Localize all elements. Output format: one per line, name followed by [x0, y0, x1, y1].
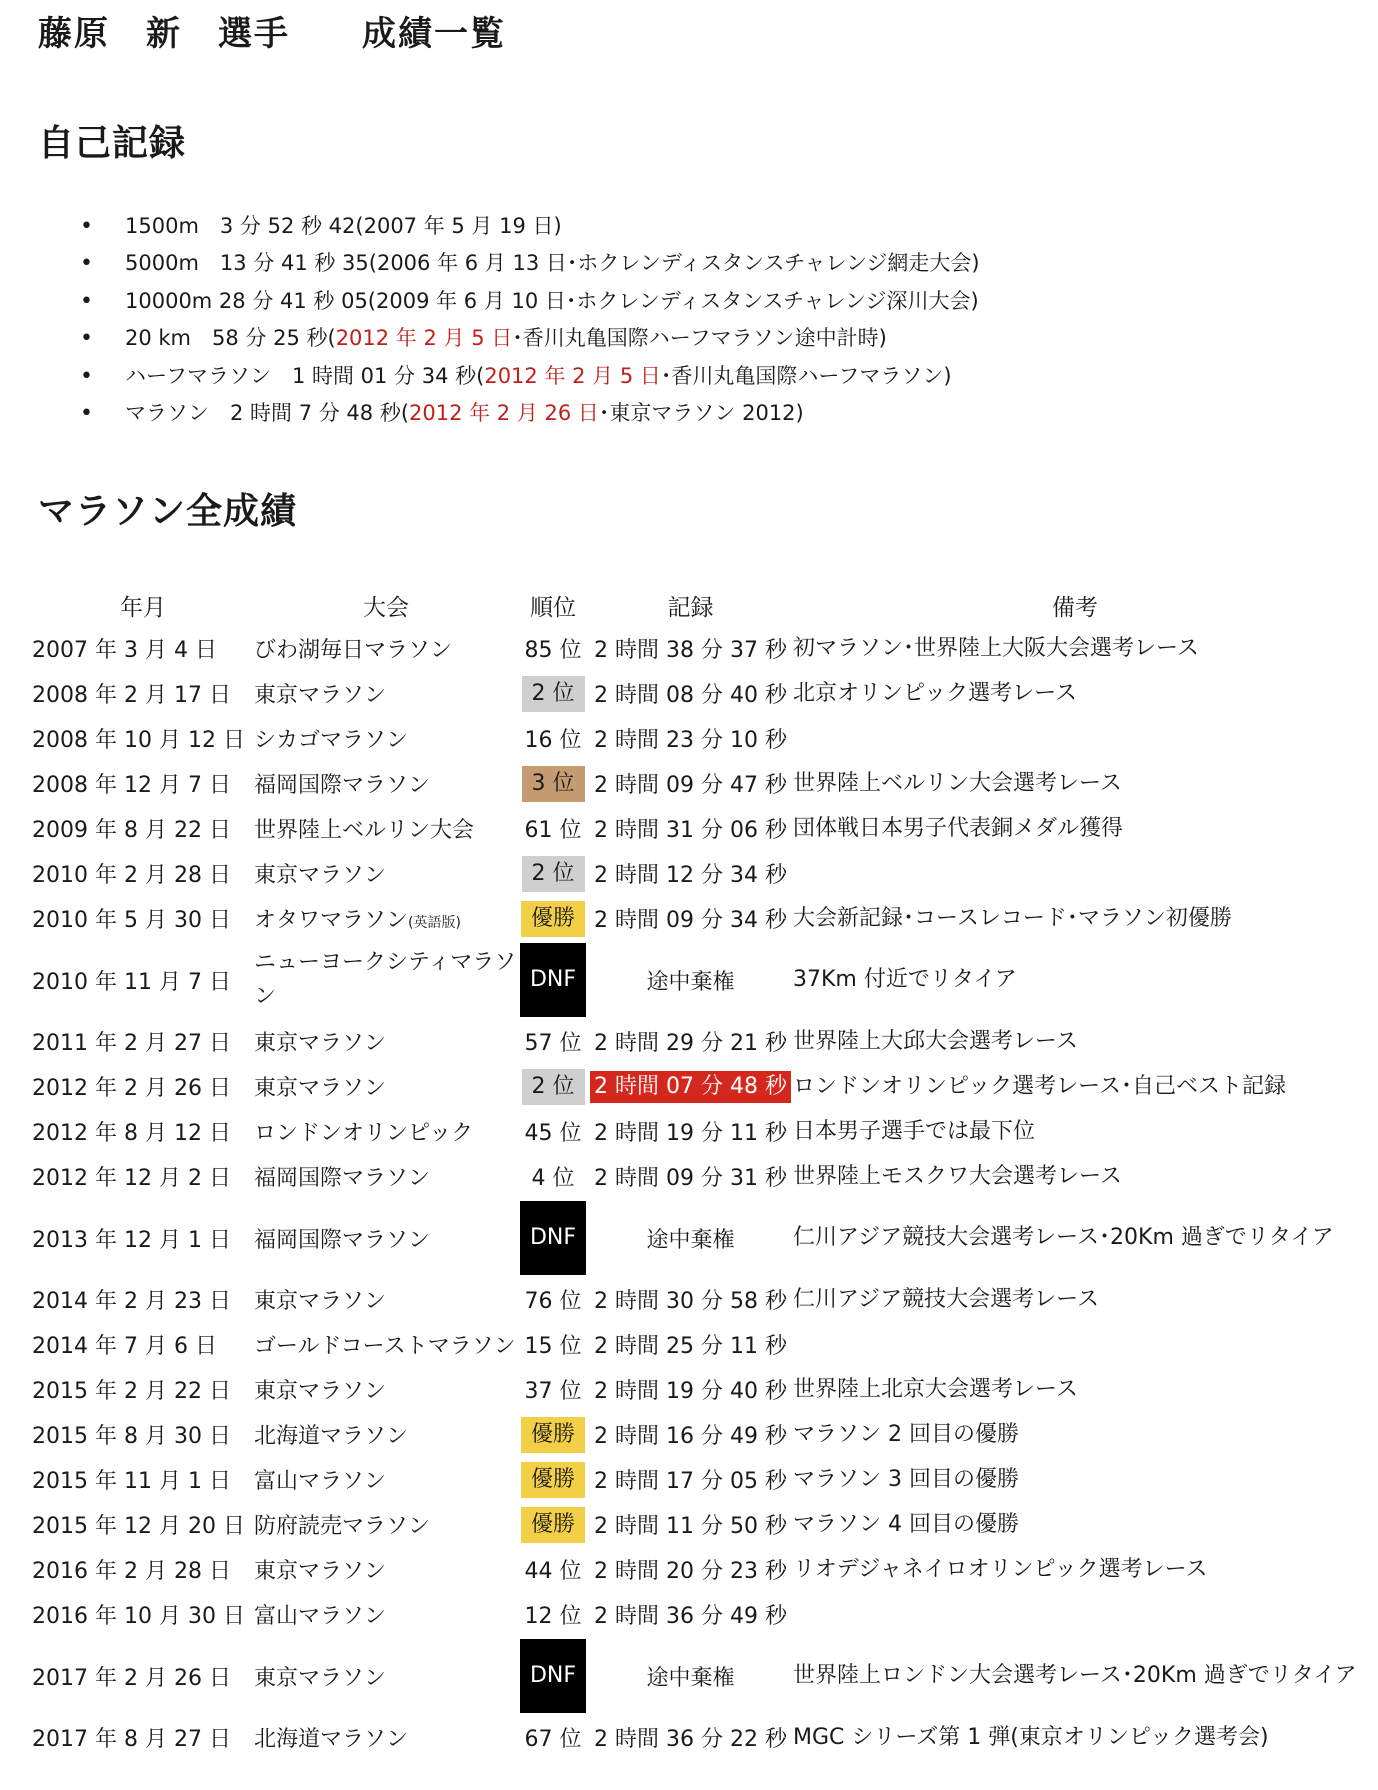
record-date-highlight: 2012 年 2 月 26 日	[409, 400, 599, 425]
cell-race: 東京マラソン	[254, 863, 387, 888]
cell-note: 世界陸上北京大会選考レース	[793, 1376, 1078, 1402]
time-value: 2 時間 30 分 58 秒	[594, 1289, 787, 1314]
place-badge: 優勝	[521, 901, 585, 937]
place-badge: 優勝	[521, 1462, 585, 1498]
dnf-badge: DNF	[520, 1639, 586, 1713]
cell-race: びわ湖毎日マラソン	[254, 638, 453, 663]
cell-note: 仁川アジア競技大会選考レース	[793, 1286, 1100, 1312]
time-value: 2 時間 36 分 49 秒	[594, 1604, 787, 1629]
cell-race: 世界陸上ベルリン大会	[254, 818, 475, 843]
cell-date: 2007 年 3 月 4 日	[32, 638, 217, 663]
cell-note	[793, 1322, 1357, 1367]
cell-race: 北海道マラソン	[254, 1727, 409, 1752]
place-badge: 2 位	[522, 1069, 585, 1105]
place-badge: 2 位	[522, 856, 585, 892]
cell-race: シカゴマラソン	[254, 728, 409, 753]
record-item	[80, 395, 1300, 432]
table-row	[32, 896, 1357, 941]
cell-time	[588, 1322, 793, 1367]
time-value: 2 時間 11 分 50 秒	[594, 1514, 787, 1539]
cell-place	[518, 1154, 588, 1199]
cell-note: マラソン 2 回目の優勝	[793, 1421, 1019, 1447]
header-time: 記録	[667, 594, 714, 621]
table-row	[32, 671, 1357, 716]
cell-note: 初マラソン･世界陸上大阪大会選考レース	[793, 635, 1199, 661]
cell-race: 福岡国際マラソン	[254, 1227, 431, 1253]
race-note: (英語版)	[408, 915, 461, 931]
header-place: 順位	[530, 594, 576, 621]
header-date: 年月	[120, 594, 166, 621]
cell-place	[518, 1019, 588, 1064]
personal-records-list	[80, 208, 1300, 432]
cell-race: ロンドンオリンピック	[254, 1121, 474, 1146]
header-note: 備考	[1051, 594, 1098, 621]
time-value: 2 時間 25 分 11 秒	[594, 1334, 787, 1359]
cell-note: 世界陸上大邱大会選考レース	[793, 1028, 1078, 1054]
place-badge: 44 位	[524, 1559, 582, 1584]
page-title: 藤原 新 選手 成績一覧	[38, 14, 506, 54]
cell-race: 北海道マラソン	[254, 1424, 409, 1449]
table-row	[32, 1367, 1357, 1412]
table-row	[32, 851, 1357, 896]
time-value: 2 時間 20 分 23 秒	[594, 1559, 787, 1584]
cell-place	[518, 1502, 588, 1547]
cell-note: 仁川アジア競技大会選考レース･20Km 過ぎでリタイア	[793, 1225, 1334, 1250]
cell-date: 2011 年 2 月 27 日	[32, 1031, 231, 1056]
header-race: 大会	[363, 594, 409, 621]
cell-time	[588, 1199, 793, 1277]
cell-date: 2016 年 2 月 28 日	[32, 1559, 231, 1584]
cell-race: 東京マラソン	[254, 1031, 387, 1056]
cell-place	[518, 1199, 588, 1277]
cell-note: 世界陸上ベルリン大会選考レース	[793, 770, 1122, 796]
marathon-results-table	[32, 584, 1357, 1760]
record-text: 1500m 3 分 52 秒 42(2007 年 5 月 19 日)	[125, 214, 562, 238]
cell-place	[518, 1637, 588, 1715]
time-value: 2 時間 38 分 37 秒	[594, 638, 787, 663]
cell-date: 2012 年 12 月 2 日	[32, 1166, 231, 1191]
cell-race: 富山マラソン	[254, 1604, 387, 1629]
cell-note	[793, 1592, 1357, 1637]
cell-place	[518, 1547, 588, 1592]
cell-date: 2012 年 2 月 26 日	[32, 1076, 231, 1101]
cell-place	[518, 1412, 588, 1457]
cell-place	[518, 626, 588, 671]
table-row	[32, 941, 1357, 1019]
cell-race: 東京マラソン	[254, 683, 387, 708]
record-item	[80, 358, 1300, 395]
cell-time	[588, 1547, 793, 1592]
table-row	[32, 1277, 1357, 1322]
record-text-after: ･東京マラソン 2012)	[598, 400, 804, 425]
time-value: 2 時間 19 分 40 秒	[594, 1379, 787, 1404]
record-text: マラソン 2 時間 7 分 48 秒(	[125, 400, 410, 425]
cell-date: 2014 年 2 月 23 日	[32, 1289, 231, 1314]
record-text: 20 km 58 分 25 秒(	[125, 326, 336, 351]
place-badge: 76 位	[524, 1289, 582, 1314]
cell-time	[588, 1019, 793, 1064]
table-row	[32, 1109, 1357, 1154]
cell-time	[588, 1715, 793, 1760]
place-badge: 15 位	[524, 1334, 582, 1359]
cell-date: 2008 年 10 月 12 日	[32, 728, 245, 753]
place-badge: 57 位	[524, 1031, 582, 1056]
cell-race: 東京マラソン	[254, 1559, 387, 1584]
cell-place	[518, 851, 588, 896]
record-text: 5000m 13 分 41 秒 35(2006 年 6 月 13 日･ホクレンディスタンスチャレンジ網走大会)	[125, 251, 980, 276]
table-row	[32, 1199, 1357, 1277]
dnf-badge: DNF	[520, 943, 586, 1017]
dnf-badge: DNF	[520, 1201, 586, 1275]
cell-note	[793, 716, 1357, 761]
time-value: 2 時間 09 分 47 秒	[594, 773, 787, 798]
cell-place	[518, 671, 588, 716]
cell-race: 福岡国際マラソン	[254, 1166, 431, 1191]
cell-time	[588, 626, 793, 671]
table-row	[32, 1547, 1357, 1592]
cell-note	[793, 851, 1357, 896]
results-body	[32, 626, 1357, 1760]
table-row	[32, 1457, 1357, 1502]
cell-date: 2017 年 2 月 26 日	[32, 1665, 231, 1691]
cell-race: ニューヨークシティマラソン	[254, 950, 517, 1009]
race-name: オタワマラソン	[254, 908, 409, 933]
time-value: 2 時間 12 分 34 秒	[594, 863, 787, 888]
time-value: 途中棄権	[646, 1665, 735, 1691]
cell-note: 世界陸上モスクワ大会選考レース	[793, 1163, 1122, 1189]
place-badge: 12 位	[524, 1604, 582, 1629]
cell-date: 2015 年 8 月 30 日	[32, 1424, 231, 1449]
cell-note: 団体戦日本男子代表銅メダル獲得	[793, 815, 1124, 841]
cell-date: 2010 年 5 月 30 日	[32, 908, 231, 933]
cell-note: マラソン 4 回目の優勝	[793, 1511, 1019, 1537]
cell-place	[518, 1592, 588, 1637]
table-row	[32, 1412, 1357, 1457]
cell-note: リオデジャネイロオリンピック選考レース	[793, 1556, 1208, 1582]
place-badge: 85 位	[524, 638, 582, 663]
record-item	[80, 320, 1300, 357]
place-badge: 45 位	[524, 1121, 582, 1146]
cell-time	[588, 941, 793, 1019]
cell-date: 2008 年 2 月 17 日	[32, 683, 231, 708]
cell-race: 防府読売マラソン	[254, 1514, 431, 1539]
place-badge: 優勝	[521, 1507, 585, 1543]
cell-note: 北京オリンピック選考レース	[793, 680, 1078, 706]
cell-note: MGC シリーズ第 1 弾(東京オリンピック選考会)	[793, 1724, 1269, 1750]
cell-race: 東京マラソン	[254, 1665, 387, 1691]
table-row	[32, 1592, 1357, 1637]
results-heading: マラソン全成績	[38, 491, 298, 532]
cell-date: 2016 年 10 月 30 日	[32, 1604, 245, 1629]
cell-place	[518, 1322, 588, 1367]
cell-time	[588, 1412, 793, 1457]
cell-date: 2015 年 2 月 22 日	[32, 1379, 231, 1404]
table-row	[32, 1019, 1357, 1064]
cell-date: 2010 年 2 月 28 日	[32, 863, 231, 888]
place-badge: 67 位	[524, 1727, 582, 1752]
cell-note: 世界陸上ロンドン大会選考レース･20Km 過ぎでリタイア	[793, 1663, 1357, 1688]
cell-place	[518, 1457, 588, 1502]
cell-place	[518, 1064, 588, 1109]
record-item	[80, 283, 1300, 320]
place-badge: 37 位	[524, 1379, 582, 1404]
cell-place	[518, 806, 588, 851]
record-item	[80, 208, 1300, 245]
time-value: 2 時間 08 分 40 秒	[594, 683, 787, 708]
record-text: 10000m 28 分 41 秒 05(2009 年 6 月 10 日･ホクレンディスタンスチャレンジ深川大会)	[125, 288, 979, 313]
table-header-row	[32, 584, 1357, 626]
time-value: 2 時間 09 分 34 秒	[594, 908, 787, 933]
time-value: 2 時間 09 分 31 秒	[594, 1166, 787, 1191]
cell-time	[588, 1367, 793, 1412]
cell-place	[518, 716, 588, 761]
cell-note: 37Km 付近でリタイア	[793, 967, 1017, 992]
table-row	[32, 1154, 1357, 1199]
cell-place	[518, 1277, 588, 1322]
table-row	[32, 761, 1357, 806]
cell-note: マラソン 3 回目の優勝	[793, 1466, 1019, 1492]
cell-place	[518, 1367, 588, 1412]
cell-place	[518, 1715, 588, 1760]
cell-race: ゴールドコーストマラソン	[254, 1334, 516, 1359]
table-row	[32, 1064, 1357, 1109]
table-row	[32, 1502, 1357, 1547]
cell-time	[588, 671, 793, 716]
time-value: 2 時間 19 分 11 秒	[594, 1121, 787, 1146]
cell-time	[588, 1277, 793, 1322]
cell-date: 2015 年 12 月 20 日	[32, 1514, 245, 1539]
record-date-highlight: 2012 年 2 月 5 日	[484, 363, 661, 388]
cell-race	[254, 896, 518, 941]
table-row	[32, 1715, 1357, 1760]
cell-place	[518, 941, 588, 1019]
cell-note: 大会新記録･コースレコード･マラソン初優勝	[793, 905, 1232, 931]
record-text-after: ･香川丸亀国際ハーフマラソン途中計時)	[512, 326, 887, 351]
place-badge: 4 位	[531, 1166, 575, 1191]
cell-date: 2010 年 11 月 7 日	[32, 969, 231, 995]
cell-date: 2015 年 11 月 1 日	[32, 1469, 231, 1494]
cell-note: ロンドンオリンピック選考レース･自己ベスト記録	[793, 1073, 1287, 1099]
cell-date: 2014 年 7 月 6 日	[32, 1334, 217, 1359]
cell-time	[588, 1637, 793, 1715]
time-value: 途中棄権	[646, 969, 735, 995]
place-badge: 61 位	[524, 818, 582, 843]
time-value: 2 時間 29 分 21 秒	[594, 1031, 787, 1056]
cell-time	[588, 806, 793, 851]
cell-date: 2017 年 8 月 27 日	[32, 1727, 231, 1752]
time-value: 2 時間 16 分 49 秒	[594, 1424, 787, 1449]
cell-time	[588, 1154, 793, 1199]
cell-place	[518, 761, 588, 806]
cell-time	[588, 1502, 793, 1547]
cell-time	[588, 1109, 793, 1154]
cell-time	[588, 1064, 793, 1109]
place-badge: 16 位	[524, 728, 582, 753]
cell-note: 日本男子選手では最下位	[793, 1118, 1036, 1144]
table-row	[32, 716, 1357, 761]
cell-race: 富山マラソン	[254, 1469, 387, 1494]
cell-date: 2013 年 12 月 1 日	[32, 1227, 231, 1253]
cell-time	[588, 851, 793, 896]
record-text-after: ･香川丸亀国際ハーフマラソン)	[660, 363, 952, 388]
cell-time	[588, 896, 793, 941]
cell-race: 福岡国際マラソン	[254, 773, 431, 798]
table-row	[32, 1637, 1357, 1715]
table-row	[32, 1322, 1357, 1367]
cell-time	[588, 1592, 793, 1637]
cell-time	[588, 716, 793, 761]
record-date-highlight: 2012 年 2 月 5 日	[335, 326, 513, 351]
records-heading: 自己記録	[38, 123, 187, 164]
time-value: 2 時間 23 分 10 秒	[594, 728, 787, 753]
place-badge: 優勝	[521, 1417, 585, 1453]
cell-race: 東京マラソン	[254, 1289, 387, 1314]
table-row	[32, 626, 1357, 671]
place-badge: 2 位	[522, 676, 585, 712]
cell-date: 2012 年 8 月 12 日	[32, 1121, 231, 1146]
cell-race: 東京マラソン	[254, 1379, 387, 1404]
cell-date: 2009 年 8 月 22 日	[32, 818, 231, 843]
time-value: 2 時間 31 分 06 秒	[594, 818, 787, 843]
record-text: ハーフマラソン 1 時間 01 分 34 秒(	[125, 363, 485, 388]
cell-time	[588, 761, 793, 806]
cell-date: 2008 年 12 月 7 日	[32, 773, 231, 798]
cell-race: 東京マラソン	[254, 1076, 387, 1101]
cell-time	[588, 1457, 793, 1502]
cell-place	[518, 896, 588, 941]
place-badge: 3 位	[522, 766, 585, 802]
table-row	[32, 806, 1357, 851]
time-value: 2 時間 36 分 22 秒	[594, 1727, 787, 1752]
cell-place	[518, 1109, 588, 1154]
record-item	[80, 245, 1300, 282]
time-value: 2 時間 07 分 48 秒	[590, 1071, 791, 1103]
time-value: 途中棄権	[646, 1227, 735, 1253]
time-value: 2 時間 17 分 05 秒	[594, 1469, 787, 1494]
